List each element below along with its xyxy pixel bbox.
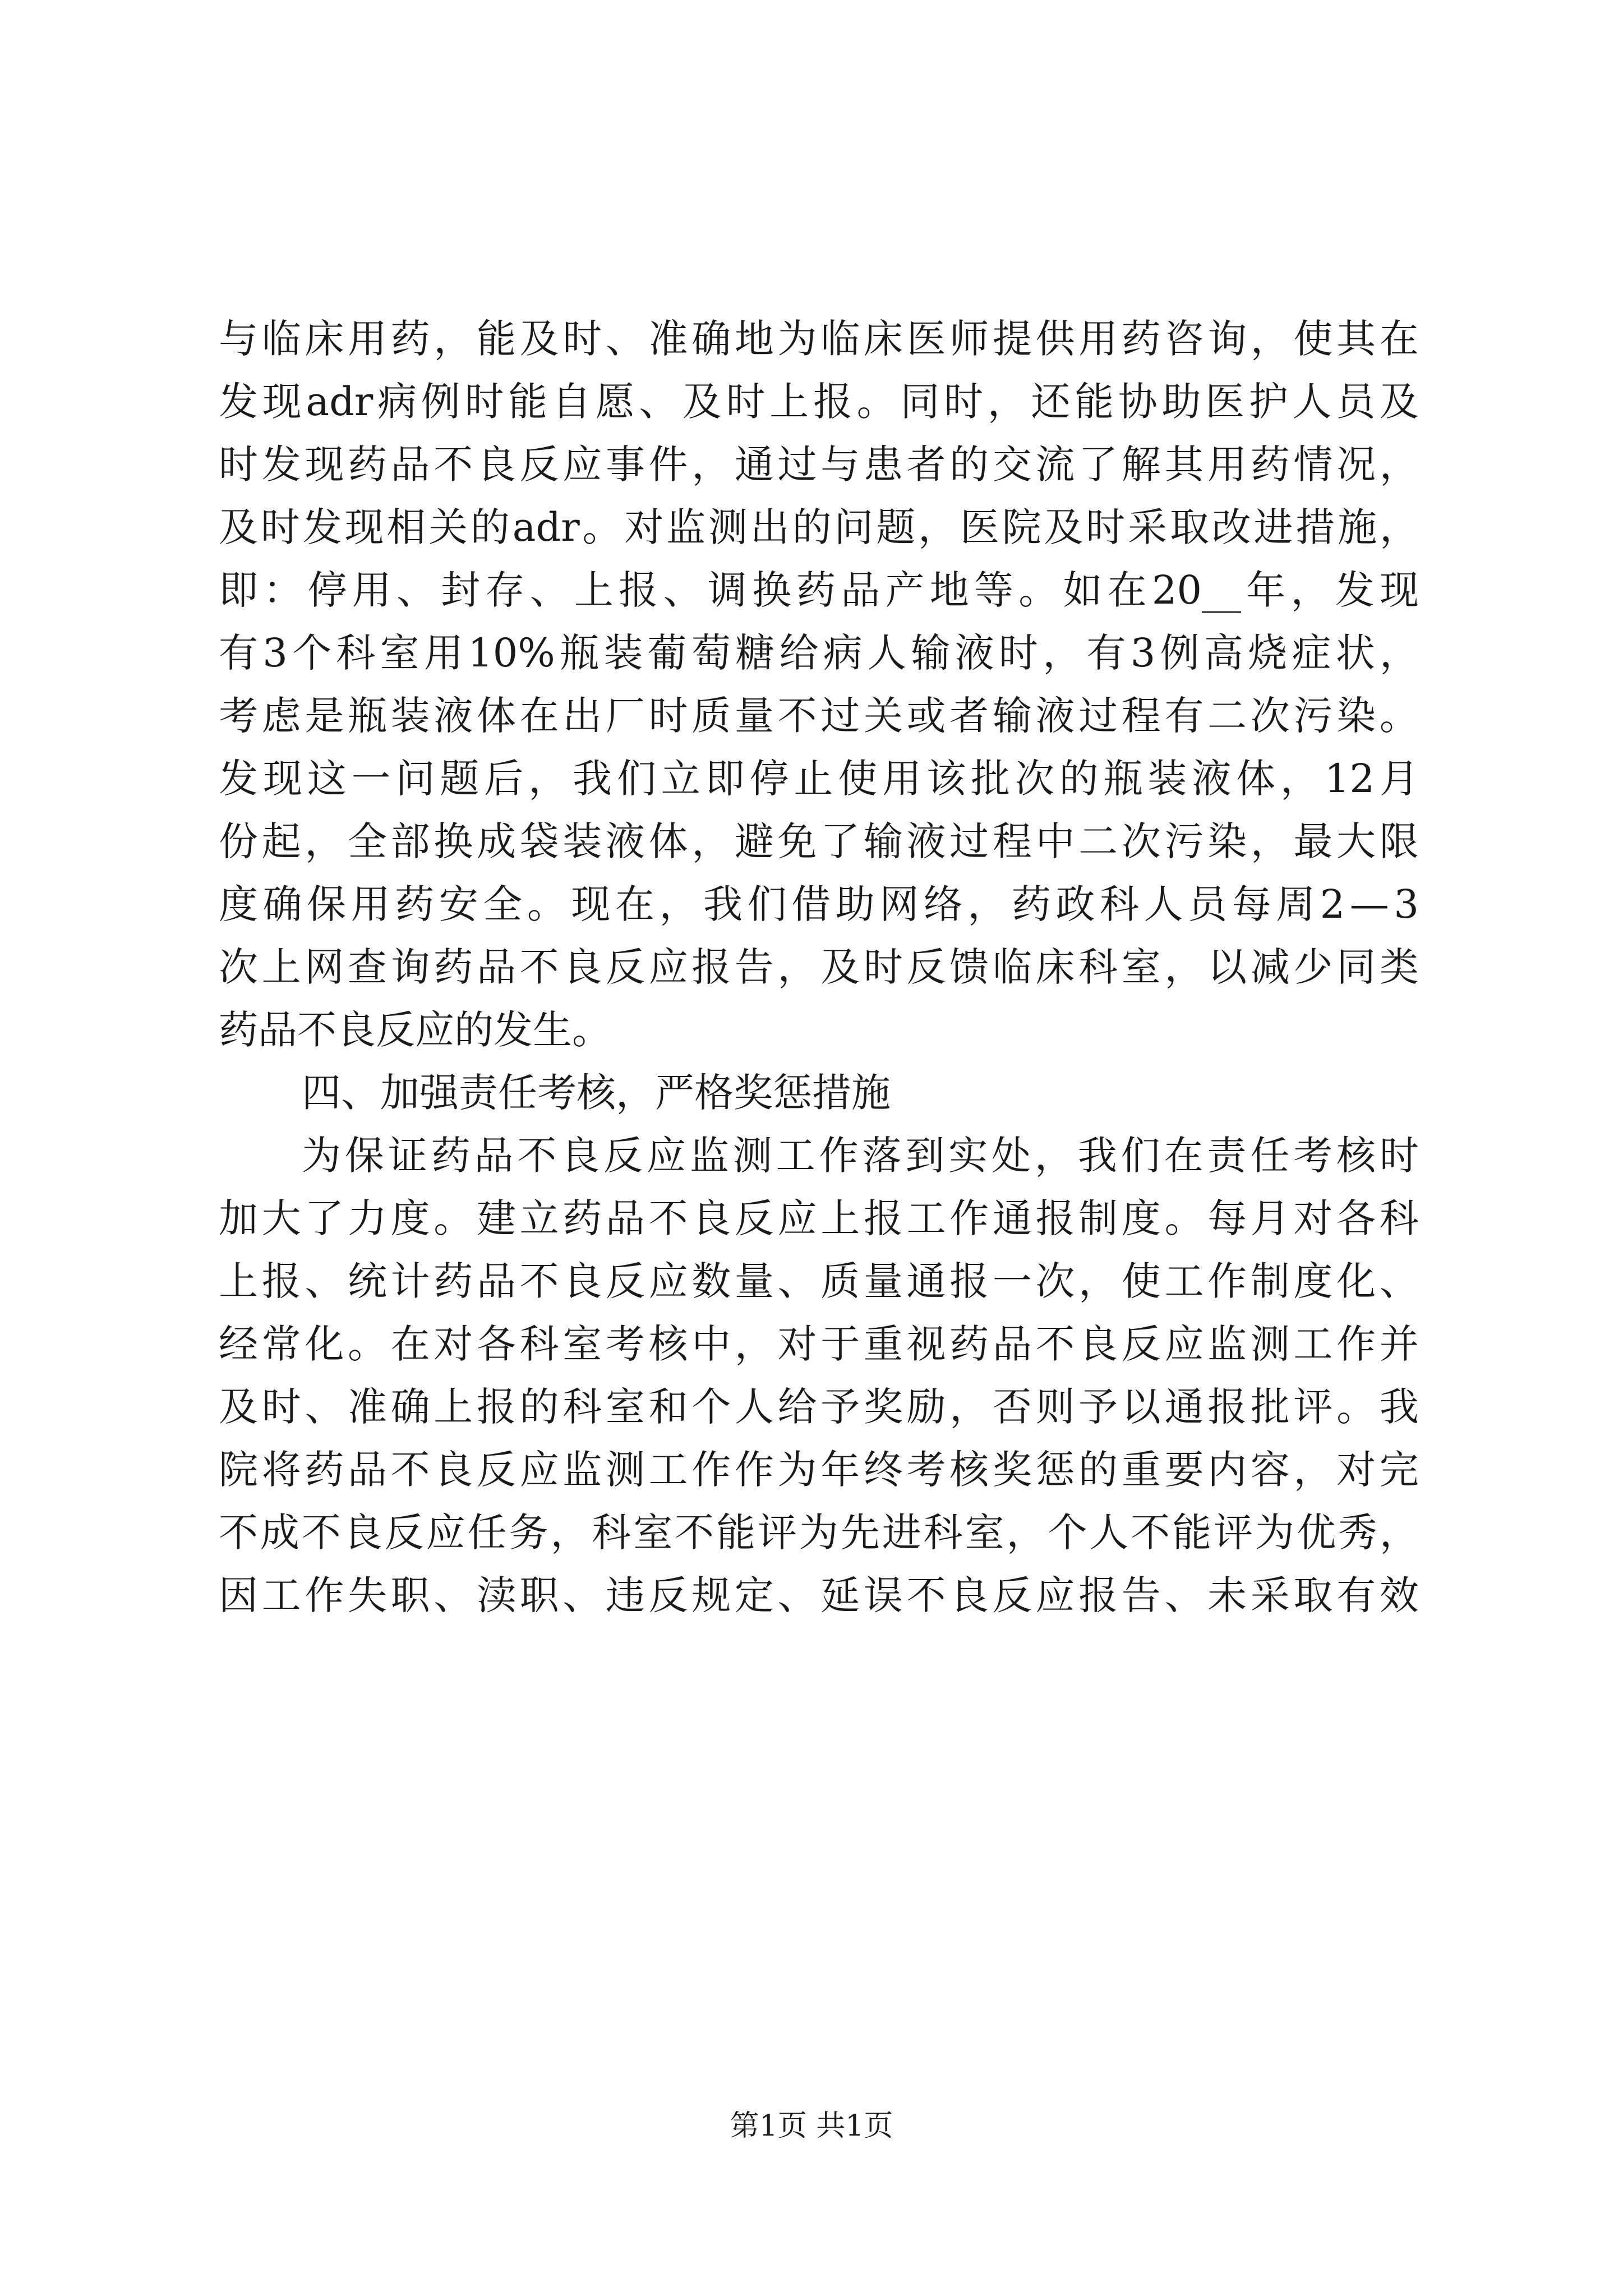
text-line: 度 确 保 用 药 安 全 。 现 在 ， 我 们 借 助 网 络 ， 药 政 科 人 员 每 周 2 — 3 (219, 881, 1419, 927)
text-line: 与 临 床 用 药 ， 能 及 时 、 准 确 地 为 临 床 医 师 提 供 用 药 咨 询 ， 使 其 在 (219, 316, 1419, 362)
text-line: 考 虑 是 瓶 装 液 体 在 出 厂 时 质 量 不 过 关 或 者 输 液 过 程 有 二 次 污 染 。 (219, 693, 1419, 739)
text-line: 院 将 药 品 不 良 反 应 监 测 工 作 作 为 年 终 考 核 奖 惩 的 重 要 内 容 ， 对 完 (219, 1447, 1419, 1493)
text-line: 次 上 网 查 询 药 品 不 良 反 应 报 告 ， 及 时 反 馈 临 床 科 室 ， 以 减 少 同 类 (219, 944, 1419, 990)
text-line: 加 大 了 力 度 。 建 立 药 品 不 良 反 应 上 报 工 作 通 报 制 度 。 每 月 对 各 科 (219, 1195, 1419, 1241)
text-line: 经 常 化 。 在 对 各 科 室 考 核 中 ， 对 于 重 视 药 品 不 良 反 应 监 测 工 作 并 (219, 1321, 1419, 1367)
text-line: 发 现 这 一 问 题 后 ， 我 们 立 即 停 止 使 用 该 批 次 的 瓶 装 液 体 ， 12 月 (219, 756, 1419, 802)
text-line: 份 起 ， 全 部 换 成 袋 装 液 体 ， 避 免 了 输 液 过 程 中 二 次 污 染 ， 最 大 限 (219, 818, 1419, 864)
text-line: 及 时 发 现 相 关 的 adr 。 对 监 测 出 的 问 题 ， 医 院 及 时 采 取 改 进 措 施 ， (219, 504, 1419, 550)
document-body (219, 307, 1419, 1627)
text-line: 发 现 adr 病 例 时 能 自 愿 、 及 时 上 报 。 同 时 ， 还 能 协 助 医 护 人 员 及 (219, 379, 1419, 425)
text-line: 有 3 个 科 室 用 10% 瓶 装 葡 萄 糖 给 病 人 输 液 时 ， 有 3 例 高 烧 症 状 ， (219, 630, 1419, 676)
text-line: 即 ： 停 用 、 封 存 、 上 报 、 调 换 药 品 产 地 等 。 如 在 20__ 年 ， 发 现 (219, 567, 1419, 613)
text-line: 不 成 不 良 反 应 任 务 ， 科 室 不 能 评 为 先 进 科 室 ， 个 人 不 能 评 为 优 秀 ， (219, 1510, 1419, 1556)
text-line: 上 报 、 统 计 药 品 不 良 反 应 数 量 、 质 量 通 报 一 次 ， 使 工 作 制 度 化 、 (219, 1258, 1419, 1304)
text-line: 药品不良反应的发生。 (219, 1007, 611, 1053)
page-footer: 第1页 共1页 (730, 2109, 893, 2143)
text-line: 四、加强责任考核，严格奖惩措施 (302, 1070, 891, 1116)
text-line: 为 保 证 药 品 不 良 反 应 监 测 工 作 落 到 实 处 ， 我 们 在 责 任 考 核 时 (302, 1133, 1419, 1179)
text-line: 及 时 、 准 确 上 报 的 科 室 和 个 人 给 予 奖 励 ， 否 则 予 以 通 报 批 评 。 我 (219, 1384, 1419, 1430)
text-line: 因 工 作 失 职 、 渎 职 、 违 反 规 定 、 延 误 不 良 反 应 报 告 、 未 采 取 有 效 (219, 1572, 1419, 1618)
text-line: 时 发 现 药 品 不 良 反 应 事 件 ， 通 过 与 患 者 的 交 流 了 解 其 用 药 情 况 ， (219, 441, 1419, 487)
